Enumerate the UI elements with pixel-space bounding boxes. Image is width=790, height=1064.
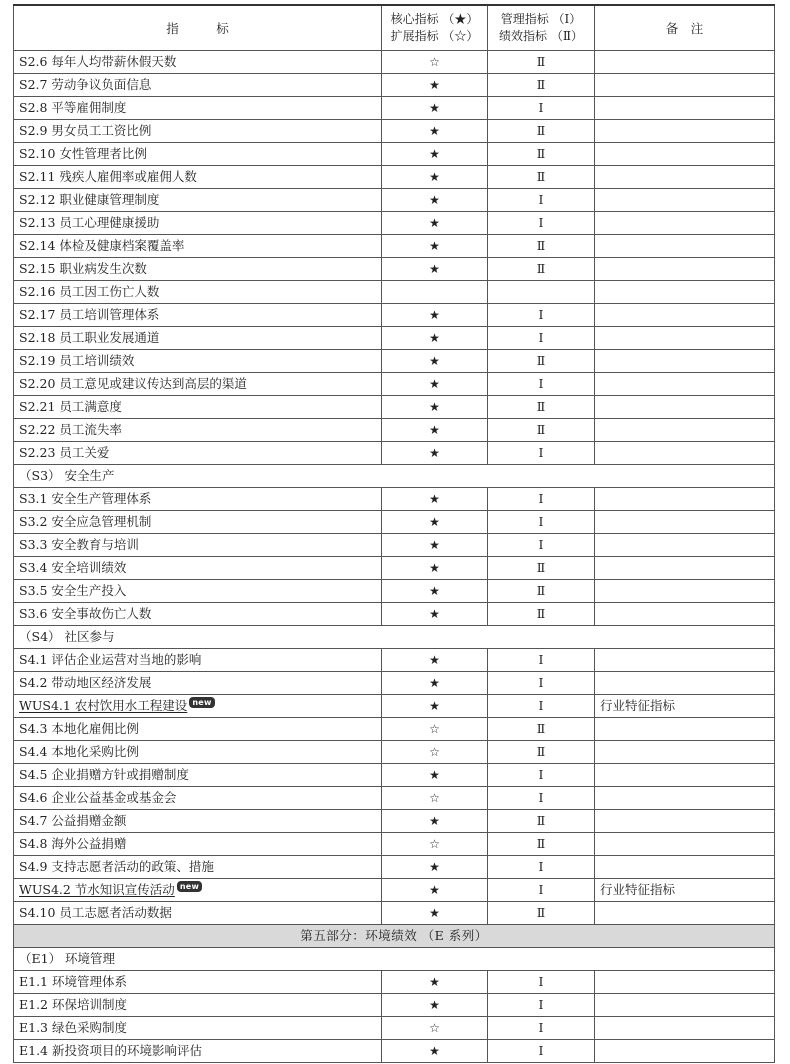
header-indicator: 指 标 — [14, 5, 382, 51]
indicator-name-cell — [14, 373, 382, 396]
table-row — [14, 304, 775, 327]
management-performance-cell: Ⅰ — [488, 971, 595, 994]
part-header-row — [14, 925, 775, 948]
indicator-name-cell — [14, 971, 382, 994]
table-row — [14, 902, 775, 925]
indicator-name-cell — [14, 718, 382, 741]
management-performance-cell: Ⅱ — [488, 741, 595, 764]
indicator-name-cell — [14, 580, 382, 603]
indicator-name: S2.13 员工心理健康援助 — [19, 215, 160, 230]
remark-cell — [595, 787, 775, 810]
remark-cell — [595, 442, 775, 465]
management-performance-cell: Ⅱ — [488, 810, 595, 833]
indicator-name: S3.6 安全事故伤亡人数 — [19, 606, 152, 621]
section-header-row — [14, 948, 775, 971]
management-performance-cell: Ⅱ — [488, 603, 595, 626]
indicator-table — [13, 4, 775, 1063]
remark-cell — [595, 511, 775, 534]
management-performance-cell: Ⅰ — [488, 511, 595, 534]
indicator-name: S2.12 职业健康管理制度 — [19, 192, 160, 207]
star-icon: ★ — [382, 212, 488, 235]
star-icon: ★ — [382, 1040, 488, 1063]
indicator-name-cell — [14, 764, 382, 787]
management-performance-cell: Ⅱ — [488, 235, 595, 258]
header-management-label: 管理指标 （Ⅰ） — [500, 12, 582, 26]
star-icon: ★ — [382, 511, 488, 534]
remark-cell — [595, 764, 775, 787]
header-core-label: 核心指标 （★） — [390, 12, 479, 26]
star-icon: ★ — [382, 327, 488, 350]
star-icon: ★ — [382, 396, 488, 419]
indicator-name-cell — [14, 557, 382, 580]
remark-cell — [595, 833, 775, 856]
table-row — [14, 281, 775, 304]
indicator-name-cell — [14, 51, 382, 74]
star-icon: ★ — [382, 74, 488, 97]
table-row — [14, 74, 775, 97]
remark-cell — [595, 258, 775, 281]
table-row — [14, 511, 775, 534]
indicator-name-cell — [14, 419, 382, 442]
star-icon: ★ — [382, 235, 488, 258]
remark-cell — [595, 672, 775, 695]
indicator-name-cell — [14, 856, 382, 879]
star-icon: ★ — [382, 442, 488, 465]
indicator-name: S2.10 女性管理者比例 — [19, 146, 147, 161]
indicator-name: WUS4.2 节水知识宣传活动 — [19, 882, 175, 897]
remark-cell — [595, 143, 775, 166]
header-management-performance — [488, 5, 595, 51]
indicator-name: S2.7 劳动争议负面信息 — [19, 77, 152, 92]
indicator-name: S2.16 员工因工伤亡人数 — [19, 284, 160, 299]
table-row — [14, 994, 775, 1017]
indicator-name-cell — [14, 488, 382, 511]
table-row — [14, 235, 775, 258]
indicator-name: S4.3 本地化雇佣比例 — [19, 721, 139, 736]
indicator-name: S2.19 员工培训绩效 — [19, 353, 135, 368]
remark-cell — [595, 189, 775, 212]
table-row — [14, 396, 775, 419]
star-icon: ★ — [382, 580, 488, 603]
indicator-name-cell — [14, 120, 382, 143]
indicator-name: S2.22 员工流失率 — [19, 422, 122, 437]
table-row — [14, 879, 775, 902]
indicator-name-cell — [14, 833, 382, 856]
indicator-name-cell — [14, 672, 382, 695]
section-header-row — [14, 626, 775, 649]
indicator-name: S2.18 员工职业发展通道 — [19, 330, 160, 345]
star-icon: ★ — [382, 189, 488, 212]
new-badge: new — [189, 697, 214, 708]
indicator-name: S4.9 支持志愿者活动的政策、措施 — [19, 859, 214, 874]
remark-cell — [595, 120, 775, 143]
indicator-name: WUS4.1 农村饮用水工程建设 — [19, 698, 188, 713]
indicator-name: E1.2 环保培训制度 — [19, 997, 127, 1012]
indicator-name: S2.11 残疾人雇佣率或雇佣人数 — [19, 169, 197, 184]
management-performance-cell: Ⅰ — [488, 212, 595, 235]
star-icon: ★ — [382, 902, 488, 925]
indicator-name: S4.1 评估企业运营对当地的影响 — [19, 652, 202, 667]
indicator-name-cell — [14, 511, 382, 534]
table-row — [14, 557, 775, 580]
table-row — [14, 442, 775, 465]
indicator-name: S3.4 安全培训绩效 — [19, 560, 127, 575]
header-core-extended — [382, 5, 488, 51]
star-icon: ★ — [382, 764, 488, 787]
remark-cell — [595, 649, 775, 672]
management-performance-cell: Ⅰ — [488, 649, 595, 672]
indicator-name: S4.6 企业公益基金或基金会 — [19, 790, 177, 805]
remark-cell — [595, 51, 775, 74]
table-row — [14, 741, 775, 764]
indicator-name-cell — [14, 603, 382, 626]
star-icon: ★ — [382, 879, 488, 902]
table-row — [14, 603, 775, 626]
management-performance-cell: Ⅰ — [488, 672, 595, 695]
star-icon: ★ — [382, 488, 488, 511]
remark-cell — [595, 971, 775, 994]
new-badge: new — [177, 881, 202, 892]
management-performance-cell: Ⅰ — [488, 1040, 595, 1063]
star-icon: ★ — [382, 557, 488, 580]
management-performance-cell: Ⅱ — [488, 143, 595, 166]
remark-cell — [595, 1040, 775, 1063]
header-remark: 备 注 — [595, 5, 775, 51]
indicator-name: S3.2 安全应急管理机制 — [19, 514, 152, 529]
star-icon: ★ — [382, 603, 488, 626]
indicator-name: S3.1 安全生产管理体系 — [19, 491, 152, 506]
indicator-name: S4.2 带动地区经济发展 — [19, 675, 152, 690]
section-title: （E1） 环境管理 — [14, 948, 775, 971]
remark-cell — [595, 1017, 775, 1040]
indicator-name: S2.23 员工关爱 — [19, 445, 110, 460]
remark-cell — [595, 97, 775, 120]
indicator-name: S2.6 每年人均带薪休假天数 — [19, 54, 177, 69]
indicator-name-cell — [14, 695, 382, 718]
star-icon: ★ — [382, 810, 488, 833]
management-performance-cell: Ⅱ — [488, 419, 595, 442]
management-performance-cell: Ⅱ — [488, 74, 595, 97]
remark-cell — [595, 741, 775, 764]
management-performance-cell: Ⅰ — [488, 994, 595, 1017]
remark-cell — [595, 603, 775, 626]
core-extended-cell — [382, 281, 488, 304]
management-performance-cell: Ⅱ — [488, 580, 595, 603]
remark-cell — [595, 580, 775, 603]
management-performance-cell: Ⅱ — [488, 166, 595, 189]
section-title: （S3） 安全生产 — [14, 465, 775, 488]
indicator-name-cell — [14, 902, 382, 925]
table-row — [14, 580, 775, 603]
table-row — [14, 120, 775, 143]
indicator-name-cell — [14, 235, 382, 258]
indicator-name: S2.20 员工意见或建议传达到高层的渠道 — [19, 376, 247, 391]
table-row — [14, 373, 775, 396]
management-performance-cell: Ⅰ — [488, 97, 595, 120]
table-row — [14, 1017, 775, 1040]
table-row — [14, 856, 775, 879]
remark-cell — [595, 166, 775, 189]
table-header — [14, 5, 775, 51]
table-row — [14, 787, 775, 810]
indicator-name-cell — [14, 97, 382, 120]
star-icon: ★ — [382, 994, 488, 1017]
table-row — [14, 833, 775, 856]
remark-cell — [595, 810, 775, 833]
remark-cell — [595, 212, 775, 235]
star-icon: ★ — [382, 695, 488, 718]
indicator-name: S2.9 男女员工工资比例 — [19, 123, 152, 138]
indicator-name: S4.8 海外公益捐赠 — [19, 836, 127, 851]
section-title: （S4） 社区参与 — [14, 626, 775, 649]
remark-cell — [595, 281, 775, 304]
star-icon: ★ — [382, 350, 488, 373]
table-row — [14, 649, 775, 672]
management-performance-cell: Ⅱ — [488, 833, 595, 856]
remark-cell — [595, 994, 775, 1017]
remark-cell — [595, 856, 775, 879]
table-row — [14, 810, 775, 833]
star-icon: ★ — [382, 534, 488, 557]
indicator-name: E1.3 绿色采购制度 — [19, 1020, 127, 1035]
management-performance-cell: Ⅱ — [488, 51, 595, 74]
indicator-name-cell — [14, 810, 382, 833]
indicator-name-cell — [14, 212, 382, 235]
indicator-name-cell — [14, 74, 382, 97]
indicator-name: S3.3 安全教育与培训 — [19, 537, 139, 552]
indicator-name-cell — [14, 281, 382, 304]
management-performance-cell: Ⅰ — [488, 189, 595, 212]
indicator-name-cell — [14, 1040, 382, 1063]
management-performance-cell: Ⅰ — [488, 373, 595, 396]
indicator-name-cell — [14, 327, 382, 350]
table-row — [14, 258, 775, 281]
hollow-star-icon: ☆ — [382, 718, 488, 741]
indicator-name-cell — [14, 166, 382, 189]
table-row — [14, 718, 775, 741]
management-performance-cell: Ⅰ — [488, 304, 595, 327]
indicator-name: S2.21 员工满意度 — [19, 399, 122, 414]
management-performance-cell: Ⅱ — [488, 902, 595, 925]
management-performance-cell: Ⅰ — [488, 856, 595, 879]
star-icon: ★ — [382, 120, 488, 143]
indicator-name-cell — [14, 787, 382, 810]
table-row — [14, 695, 775, 718]
management-performance-cell: Ⅰ — [488, 488, 595, 511]
management-performance-cell: Ⅰ — [488, 787, 595, 810]
table-row — [14, 672, 775, 695]
table-row — [14, 1040, 775, 1063]
star-icon: ★ — [382, 304, 488, 327]
management-performance-cell: Ⅱ — [488, 718, 595, 741]
management-performance-cell: Ⅱ — [488, 396, 595, 419]
indicator-name: E1.1 环境管理体系 — [19, 974, 127, 989]
remark-cell — [595, 74, 775, 97]
remark-cell — [595, 235, 775, 258]
remark-cell — [595, 419, 775, 442]
star-icon: ★ — [382, 143, 488, 166]
table-row — [14, 327, 775, 350]
indicator-name: S2.14 体检及健康档案覆盖率 — [19, 238, 185, 253]
star-icon: ★ — [382, 649, 488, 672]
management-performance-cell: Ⅰ — [488, 442, 595, 465]
table-row — [14, 350, 775, 373]
remark-cell — [595, 488, 775, 511]
management-performance-cell: Ⅰ — [488, 879, 595, 902]
star-icon: ★ — [382, 97, 488, 120]
section-header-row — [14, 465, 775, 488]
management-performance-cell: Ⅰ — [488, 1017, 595, 1040]
part-title: 第五部分：环境绩效 （E 系列） — [14, 925, 775, 948]
remark-cell — [595, 534, 775, 557]
table-row — [14, 419, 775, 442]
indicator-name: S4.7 公益捐赠金额 — [19, 813, 127, 828]
indicator-name-cell — [14, 189, 382, 212]
star-icon: ★ — [382, 166, 488, 189]
indicator-name: S2.8 平等雇佣制度 — [19, 100, 127, 115]
management-performance-cell — [488, 281, 595, 304]
remark-cell — [595, 327, 775, 350]
hollow-star-icon: ☆ — [382, 51, 488, 74]
indicator-name: S4.4 本地化采购比例 — [19, 744, 139, 759]
management-performance-cell: Ⅰ — [488, 327, 595, 350]
hollow-star-icon: ☆ — [382, 833, 488, 856]
indicator-name-cell — [14, 741, 382, 764]
table-row — [14, 764, 775, 787]
management-performance-cell: Ⅰ — [488, 695, 595, 718]
indicator-name: S3.5 安全生产投入 — [19, 583, 127, 598]
remark-cell: 行业特征指标 — [595, 879, 775, 902]
management-performance-cell: Ⅱ — [488, 557, 595, 580]
management-performance-cell: Ⅱ — [488, 120, 595, 143]
indicator-name-cell — [14, 143, 382, 166]
hollow-star-icon: ☆ — [382, 787, 488, 810]
management-performance-cell: Ⅱ — [488, 258, 595, 281]
indicator-name-cell — [14, 994, 382, 1017]
remark-cell — [595, 396, 775, 419]
table-row — [14, 166, 775, 189]
table-row — [14, 97, 775, 120]
indicator-name-cell — [14, 350, 382, 373]
header-performance-label: 绩效指标 （Ⅱ） — [499, 29, 583, 43]
table-row — [14, 488, 775, 511]
star-icon: ★ — [382, 672, 488, 695]
indicator-name-cell — [14, 304, 382, 327]
hollow-star-icon: ☆ — [382, 1017, 488, 1040]
table-row — [14, 212, 775, 235]
indicator-name: S4.10 员工志愿者活动数据 — [19, 905, 172, 920]
star-icon: ★ — [382, 419, 488, 442]
table-row — [14, 971, 775, 994]
table-row — [14, 143, 775, 166]
indicator-name-cell — [14, 1017, 382, 1040]
indicator-name-cell — [14, 258, 382, 281]
remark-cell — [595, 902, 775, 925]
indicator-name-cell — [14, 534, 382, 557]
star-icon: ★ — [382, 373, 488, 396]
indicator-name-cell — [14, 879, 382, 902]
table-row — [14, 534, 775, 557]
management-performance-cell: Ⅱ — [488, 350, 595, 373]
management-performance-cell: Ⅰ — [488, 764, 595, 787]
table-body — [14, 51, 775, 1063]
star-icon: ★ — [382, 258, 488, 281]
indicator-name-cell — [14, 649, 382, 672]
remark-cell: 行业特征指标 — [595, 695, 775, 718]
remark-cell — [595, 557, 775, 580]
indicator-name: S2.15 职业病发生次数 — [19, 261, 147, 276]
hollow-star-icon: ☆ — [382, 741, 488, 764]
indicator-table-page — [13, 4, 774, 1063]
star-icon: ★ — [382, 856, 488, 879]
remark-cell — [595, 350, 775, 373]
remark-cell — [595, 304, 775, 327]
table-row — [14, 189, 775, 212]
remark-cell — [595, 718, 775, 741]
star-icon: ★ — [382, 971, 488, 994]
indicator-name: E1.4 新投资项目的环境影响评估 — [19, 1043, 202, 1058]
header-extended-label: 扩展指标 （☆） — [390, 29, 479, 43]
indicator-name: S2.17 员工培训管理体系 — [19, 307, 160, 322]
indicator-name-cell — [14, 442, 382, 465]
table-row — [14, 51, 775, 74]
management-performance-cell: Ⅰ — [488, 534, 595, 557]
remark-cell — [595, 373, 775, 396]
indicator-name: S4.5 企业捐赠方针或捐赠制度 — [19, 767, 189, 782]
indicator-name-cell — [14, 396, 382, 419]
